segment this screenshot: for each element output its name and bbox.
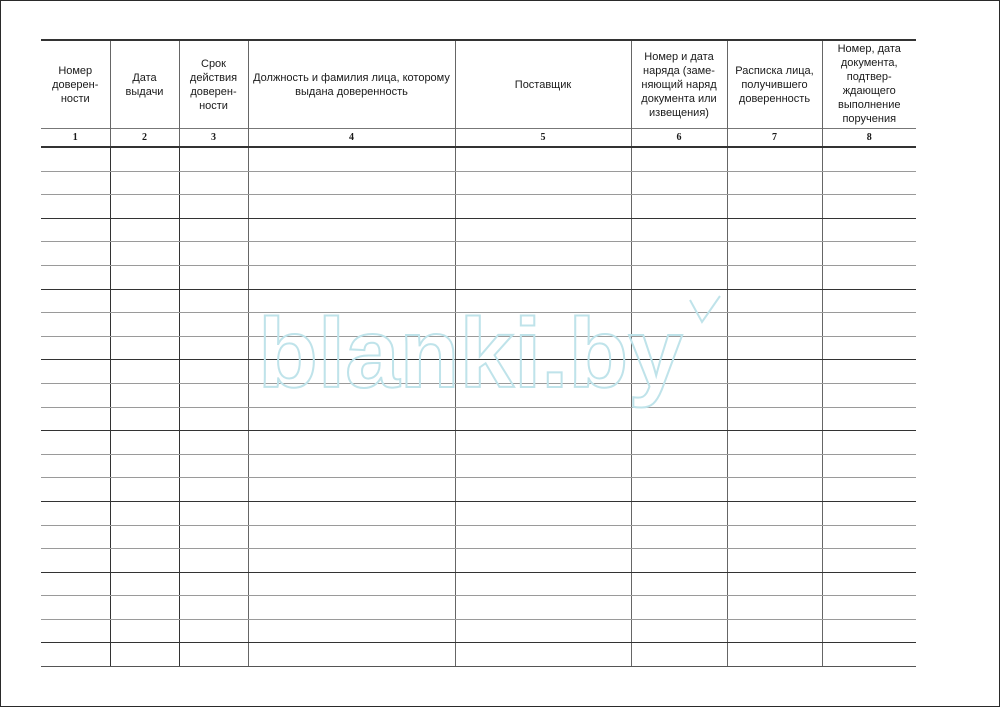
table-cell[interactable] [631, 242, 727, 266]
column-header-completion-document: Номер, дата документа, подтвер-ждающего выполнение поручения [822, 40, 916, 129]
table-cell[interactable] [822, 313, 916, 337]
table-cell[interactable] [822, 336, 916, 360]
table-cell[interactable] [631, 289, 727, 313]
table-cell[interactable] [110, 525, 179, 549]
table-cell[interactable] [822, 478, 916, 502]
table-cell[interactable] [822, 383, 916, 407]
table-cell[interactable] [110, 619, 179, 643]
table-cell[interactable] [455, 619, 631, 643]
column-number: 7 [727, 129, 822, 148]
table-cell[interactable] [41, 501, 110, 525]
table-cell[interactable] [179, 265, 248, 289]
table-cell[interactable] [631, 525, 727, 549]
table-cell[interactable] [248, 336, 455, 360]
column-header-order-number-date: Номер и дата наряда (заме-няющий наряд документа или извещения) [631, 40, 727, 129]
table-cell[interactable] [727, 501, 822, 525]
table-cell[interactable] [179, 596, 248, 620]
table-cell[interactable] [631, 265, 727, 289]
column-number: 8 [822, 129, 916, 148]
table-cell[interactable] [179, 336, 248, 360]
table-cell[interactable] [727, 407, 822, 431]
table-cell[interactable] [727, 171, 822, 195]
power-of-attorney-journal [41, 39, 916, 669]
table-cell[interactable] [631, 383, 727, 407]
table-cell[interactable] [455, 525, 631, 549]
table-cell[interactable] [41, 218, 110, 242]
table-cell[interactable] [179, 454, 248, 478]
table-cell[interactable] [727, 242, 822, 266]
column-header-validity-period: Срок действия доверен-ности [179, 40, 248, 129]
column-header-position-and-name: Должность и фамилия лица, которому выдана доверенность [248, 40, 455, 129]
table-cell[interactable] [248, 549, 455, 573]
table-cell[interactable] [248, 643, 455, 667]
table-cell[interactable] [727, 478, 822, 502]
table-row [41, 619, 916, 643]
table-cell[interactable] [248, 525, 455, 549]
table-cell[interactable] [631, 147, 727, 171]
table-cell[interactable] [822, 431, 916, 455]
table-cell[interactable] [41, 171, 110, 195]
table-cell[interactable] [455, 454, 631, 478]
table-cell[interactable] [248, 289, 455, 313]
table-cell[interactable] [110, 313, 179, 337]
table-row [41, 454, 916, 478]
table-row [41, 596, 916, 620]
column-header-issue-date: Дата выдачи [110, 40, 179, 129]
table-cell[interactable] [822, 265, 916, 289]
table-cell[interactable] [455, 265, 631, 289]
table-row [41, 478, 916, 502]
table-cell[interactable] [455, 147, 631, 171]
table-cell[interactable] [179, 218, 248, 242]
column-number: 3 [179, 129, 248, 148]
table-cell[interactable] [110, 360, 179, 384]
table-row [41, 572, 916, 596]
table-cell[interactable] [631, 218, 727, 242]
watermark-text: blanki.by [258, 298, 683, 408]
table-row [41, 171, 916, 195]
table-cell[interactable] [41, 313, 110, 337]
table-cell[interactable] [248, 454, 455, 478]
table-cell[interactable] [110, 596, 179, 620]
table-cell[interactable] [727, 313, 822, 337]
table-cell[interactable] [631, 336, 727, 360]
table-cell[interactable] [727, 431, 822, 455]
table-cell[interactable] [631, 313, 727, 337]
table-cell[interactable] [41, 336, 110, 360]
column-header-supplier: Поставщик [455, 40, 631, 129]
table-cell[interactable] [110, 549, 179, 573]
table-cell[interactable] [110, 289, 179, 313]
table-cell[interactable] [631, 431, 727, 455]
table-cell[interactable] [631, 454, 727, 478]
table-cell[interactable] [110, 383, 179, 407]
table-cell[interactable] [179, 501, 248, 525]
table-row [41, 431, 916, 455]
table-row [41, 218, 916, 242]
table-cell[interactable] [631, 596, 727, 620]
table-cell[interactable] [822, 525, 916, 549]
table-cell[interactable] [110, 265, 179, 289]
table-cell[interactable] [41, 289, 110, 313]
table-cell[interactable] [248, 147, 455, 171]
table-cell[interactable] [727, 596, 822, 620]
table-cell[interactable] [822, 218, 916, 242]
table-cell[interactable] [631, 549, 727, 573]
table-cell[interactable] [248, 171, 455, 195]
table-cell[interactable] [822, 454, 916, 478]
table-cell[interactable] [455, 195, 631, 219]
table-cell[interactable] [248, 313, 455, 337]
table-cell[interactable] [248, 265, 455, 289]
table-cell[interactable] [455, 313, 631, 337]
table-cell[interactable] [727, 360, 822, 384]
journal-rows [41, 147, 916, 667]
table-row [41, 360, 916, 384]
table-cell[interactable] [248, 383, 455, 407]
table-cell[interactable] [727, 572, 822, 596]
table-row [41, 195, 916, 219]
table-cell[interactable] [110, 501, 179, 525]
table-cell[interactable] [455, 596, 631, 620]
table-cell[interactable] [727, 195, 822, 219]
table-cell[interactable] [631, 501, 727, 525]
table-cell[interactable] [455, 383, 631, 407]
table-cell[interactable] [455, 171, 631, 195]
table-cell[interactable] [822, 171, 916, 195]
table-cell[interactable] [41, 619, 110, 643]
table-row [41, 383, 916, 407]
table-cell[interactable] [110, 643, 179, 667]
table-cell[interactable] [110, 478, 179, 502]
table-cell[interactable] [248, 407, 455, 431]
table-cell[interactable] [727, 265, 822, 289]
table-cell[interactable] [822, 549, 916, 573]
table-row [41, 242, 916, 266]
table-cell[interactable] [110, 218, 179, 242]
table-cell[interactable] [248, 572, 455, 596]
table-cell[interactable] [41, 525, 110, 549]
table-cell[interactable] [248, 218, 455, 242]
table-cell[interactable] [631, 171, 727, 195]
table-row [41, 265, 916, 289]
table-row [41, 501, 916, 525]
table-cell[interactable] [727, 454, 822, 478]
table-cell[interactable] [631, 572, 727, 596]
column-header-attorney-number: Номер доверен-ности [41, 40, 110, 129]
table-cell[interactable] [455, 218, 631, 242]
table-cell[interactable] [248, 431, 455, 455]
table-cell[interactable] [110, 171, 179, 195]
table-cell[interactable] [631, 478, 727, 502]
table-cell[interactable] [455, 431, 631, 455]
table-cell[interactable] [41, 147, 110, 171]
table-cell[interactable] [110, 431, 179, 455]
table-cell[interactable] [110, 336, 179, 360]
table-cell[interactable] [179, 147, 248, 171]
table-cell[interactable] [179, 525, 248, 549]
table-row [41, 336, 916, 360]
table-cell[interactable] [41, 549, 110, 573]
table-cell[interactable] [110, 242, 179, 266]
table-cell[interactable] [110, 572, 179, 596]
table-cell[interactable] [41, 572, 110, 596]
table-cell[interactable] [822, 572, 916, 596]
table-cell[interactable] [455, 478, 631, 502]
table-row [41, 549, 916, 573]
table-cell[interactable] [179, 407, 248, 431]
table-cell[interactable] [41, 407, 110, 431]
column-number-row [41, 129, 916, 148]
table-cell[interactable] [248, 242, 455, 266]
table-cell[interactable] [41, 643, 110, 667]
table-cell[interactable] [179, 431, 248, 455]
table-row [41, 643, 916, 667]
table-cell[interactable] [248, 501, 455, 525]
column-number: 6 [631, 129, 727, 148]
table-cell[interactable] [179, 242, 248, 266]
table-cell[interactable] [455, 242, 631, 266]
table-cell[interactable] [179, 360, 248, 384]
table-cell[interactable] [727, 525, 822, 549]
table-cell[interactable] [41, 265, 110, 289]
table-cell[interactable] [727, 289, 822, 313]
table-cell[interactable] [179, 643, 248, 667]
table-row [41, 313, 916, 337]
table-cell[interactable] [41, 478, 110, 502]
table-cell[interactable] [727, 643, 822, 667]
table-cell[interactable] [179, 619, 248, 643]
table-cell[interactable] [179, 195, 248, 219]
table-cell[interactable] [110, 195, 179, 219]
table-cell[interactable] [248, 596, 455, 620]
table-cell[interactable] [727, 549, 822, 573]
table-cell[interactable] [455, 336, 631, 360]
table-cell[interactable] [727, 336, 822, 360]
table-cell[interactable] [727, 147, 822, 171]
table-row [41, 147, 916, 171]
table-cell[interactable] [822, 242, 916, 266]
column-number: 1 [41, 129, 110, 148]
table-cell[interactable] [631, 407, 727, 431]
table-cell[interactable] [41, 360, 110, 384]
table-cell[interactable] [822, 360, 916, 384]
table-cell[interactable] [631, 643, 727, 667]
table-cell[interactable] [179, 289, 248, 313]
table-row [41, 289, 916, 313]
table-cell[interactable] [179, 383, 248, 407]
table-cell[interactable] [631, 195, 727, 219]
table-cell[interactable] [110, 454, 179, 478]
table-cell[interactable] [41, 596, 110, 620]
table-cell[interactable] [455, 360, 631, 384]
table-cell[interactable] [455, 549, 631, 573]
table-cell[interactable] [822, 596, 916, 620]
table-cell[interactable] [727, 218, 822, 242]
column-number: 5 [455, 129, 631, 148]
table-cell[interactable] [727, 383, 822, 407]
table-cell[interactable] [631, 360, 727, 384]
table-cell[interactable] [41, 195, 110, 219]
table-cell[interactable] [248, 195, 455, 219]
table-cell[interactable] [41, 242, 110, 266]
table-cell[interactable] [41, 431, 110, 455]
table-row [41, 525, 916, 549]
table-cell[interactable] [179, 572, 248, 596]
table-cell[interactable] [248, 360, 455, 384]
table-cell[interactable] [110, 407, 179, 431]
table-cell[interactable] [822, 147, 916, 171]
journal-table [41, 39, 916, 667]
table-cell[interactable] [455, 501, 631, 525]
column-number: 4 [248, 129, 455, 148]
table-cell[interactable] [822, 407, 916, 431]
table-cell[interactable] [727, 619, 822, 643]
table-cell[interactable] [455, 289, 631, 313]
table-cell[interactable] [822, 289, 916, 313]
table-cell[interactable] [822, 501, 916, 525]
table-cell[interactable] [179, 478, 248, 502]
table-cell[interactable] [41, 383, 110, 407]
table-cell[interactable] [179, 549, 248, 573]
table-cell[interactable] [822, 195, 916, 219]
table-row [41, 407, 916, 431]
table-cell[interactable] [822, 643, 916, 667]
table-cell[interactable] [455, 643, 631, 667]
table-cell[interactable] [248, 619, 455, 643]
table-cell[interactable] [248, 478, 455, 502]
table-cell[interactable] [631, 619, 727, 643]
table-cell[interactable] [455, 407, 631, 431]
table-cell[interactable] [179, 171, 248, 195]
table-cell[interactable] [179, 313, 248, 337]
table-cell[interactable] [41, 454, 110, 478]
column-number: 2 [110, 129, 179, 148]
table-cell[interactable] [455, 572, 631, 596]
table-cell[interactable] [110, 147, 179, 171]
column-header-receipt-signature: Расписка лица, получившего доверенность [727, 40, 822, 129]
table-cell[interactable] [822, 619, 916, 643]
header-row [41, 40, 916, 129]
